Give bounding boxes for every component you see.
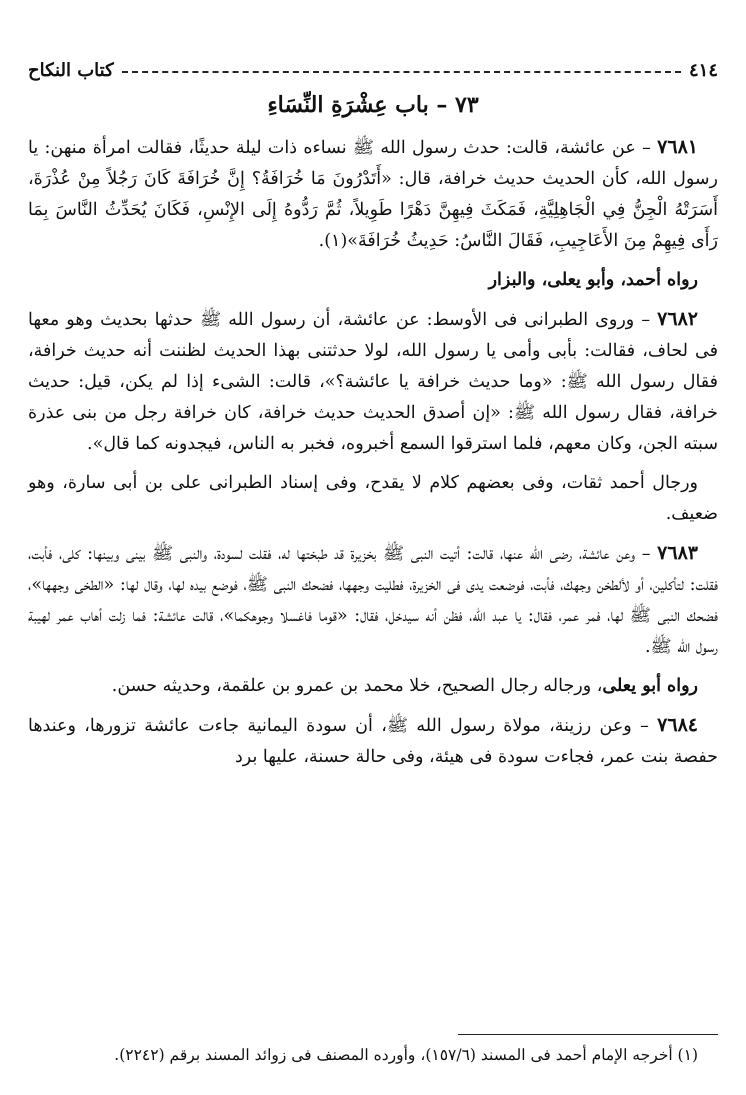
commentary-text: ورجال أحمد ثقات، وفى بعضهم كلام لا يقدح، وفى إسناد الطبرانى على بن أبى سارة، وهو ضعيف. (28, 473, 718, 524)
hadith-paragraph (28, 304, 718, 460)
hadith-text: – وروى الطبرانى فى الأوسط: عن عائشة، أن رسول الله ﷺ حدثها بحديث وهو معها فى لحاف، فقالت: بأبى وأمى يا رسول الله، لولا حدثتنى بهذا الحديث لظننت أنه حديث خرافة، فقال رسول الله ﷺ: «وما حديث خرافة يا عائشة؟»، قالت: الشىء إذا لم يكن، قيل: حديث خرافة، فقال رسول الله ﷺ: «إن أصدق الحديث حديث خرافة، كان خرافة رجل من بنى عذرة سبته الجن، وكان معهم، فلما استرقوا السمع أخبروه، فخبر به الناس، فيجدونه كما قال». (28, 310, 718, 454)
header-divider (122, 71, 681, 73)
hadith-text: – وعن رزينة، مولاة رسول الله ﷺ، أن سودة اليمانية جاءت عائشة تزورها، وعندها حفصة بنت عمر، فجاءت سودة فى هيئة، وفى حالة حسنة، عليها برد (28, 716, 718, 767)
commentary-text: ، ورجاله رجال الصحيح، خلا محمد بن عمرو بن علقمة، وحديثه حسن. (111, 676, 603, 696)
hadith-number: ٧٦٨٢ (657, 308, 698, 330)
page-number: ٤١٤ (688, 59, 718, 81)
footnote: (١) أخرجه الإمام أحمد فى المسند (١٥٧/٦)، وأورده المصنف فى زوائد المسند برقم (٢٢٤٢). (114, 1046, 698, 1064)
hadith-number: ٧٦٨٤ (657, 714, 698, 736)
hadith-text: – وعن عائشة، رضى الله عنها، قالت: أتيت النبى ﷺ بخزيرة قد طبختها له، فقلت لسودة، والنبى ﷺ بينى وبينها: كلى، فأبت، فقلت: لتأكلين، أو لألطخن وجهك، فأبت، فوضعت يدى فى الخزيرة، فطليت وجهها، فضحك النبى ﷺ، فوضع بيده لها، وقال لها: «الطخى وجهها»، فضحك النبى ﷺ لها، فمر عمر، فقال: يا عبد الله، فظن أنه سيدخل، فقال: «قوما فاغسلا وجوهكما»، قالت عائشة: فما زلت أهاب عمر لهيبة رسول الله ﷺ. (28, 544, 718, 657)
source-label: رواه أحمد، وأبو يعلى، والبزار (488, 270, 698, 290)
running-header (28, 55, 718, 85)
commentary-paragraph (28, 671, 718, 702)
hadith-number: ٧٦٨٣ (657, 542, 698, 564)
hadith-paragraph (28, 710, 718, 773)
book-title: كتاب النكاح (28, 59, 114, 81)
source-label: رواه أبو يعلى (602, 676, 698, 696)
hadith-paragraph (28, 538, 718, 663)
narration-source (28, 265, 718, 296)
body-text (28, 132, 718, 781)
commentary-paragraph (28, 468, 718, 530)
chapter-title: ٧٣ – باب عِشْرَةِ النِّسَاءِ (267, 92, 479, 118)
footnote-rule (458, 1034, 718, 1035)
hadith-number: ٧٦٨١ (657, 136, 698, 158)
hadith-text: – عن عائشة، قالت: حدث رسول الله ﷺ نساءه ذات ليلة حديثًا، فقالت امرأة منهن: يا رسول الله، كأن الحديث حديث خرافة، قال: «أَتَدْرُونَ مَا خُرَافَةُ؟ إِنَّ خُرَافَةَ كَانَ رَجُلاً مِنْ عُذْرَةَ، أَسَرَتْهُ الْجِنُّ فِي الْجَاهِلِيَّةِ، فَمَكَثَ فِيهِنَّ دَهْرًا طَوِيلاً، ثُمَّ رَدُّوهُ إِلَى الإِنْسِ، فَكَانَ يُحَدِّثُ النَّاسَ بِمَا رَأَى فِيهِمْ مِنَ الأَعَاجِيبِ، فَقَالَ النَّاسُ: حَدِيثُ خُرَافَةَ»(١). (28, 138, 718, 251)
hadith-paragraph (28, 132, 718, 257)
book-page (28, 0, 718, 1095)
